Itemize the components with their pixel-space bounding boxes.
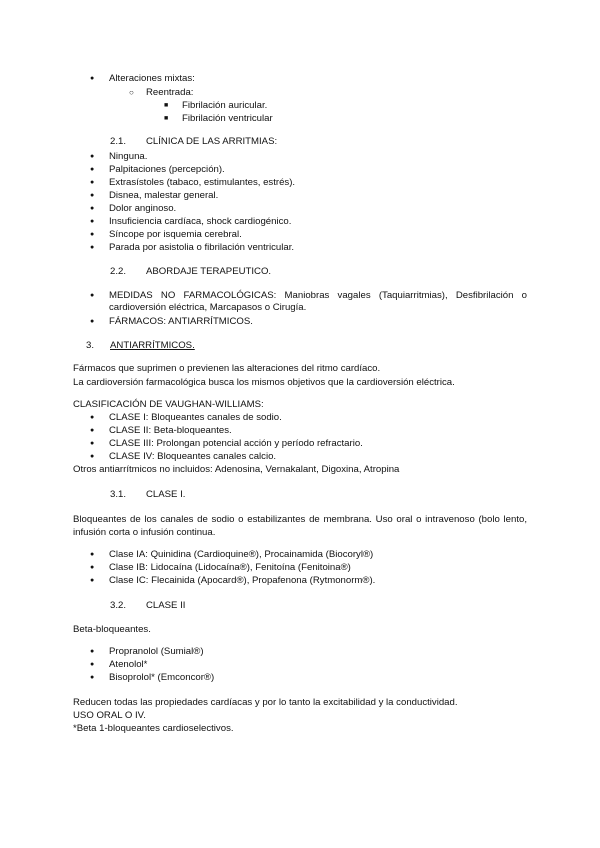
list-item: ○ Reentrada: [146,87,193,99]
footnote: *Beta 1-bloqueantes cardioselectivos. [73,723,234,734]
classification-heading: CLASIFICACIÓN DE VAUGHAN-WILLIAMS: [73,399,264,410]
list-item: ● Alteraciones mixtas: [109,73,195,85]
section-heading: CLASE II [146,600,186,611]
paragraph: Otros antiarrítmicos no incluidos: Adenosina, Vernakalant, Digoxina, Atropina [73,464,400,475]
list-item: ● Propranolol (Sumial®) [109,646,204,658]
paragraph: Reducen todas las propiedades cardíacas y por lo tanto la excitabilidad y la conductividad. [73,697,458,708]
list-item: ● Clase IB: Lidocaína (Lidocaína®), Fenitoína (Fenitoina®) [109,562,351,574]
paragraph: Bloqueantes de los canales de sodio o estabilizantes de membrana. Uso oral o intravenoso (bolo lento, infusión corta o infusión continua. [73,514,527,538]
list-item: ● Palpitaciones (percepción). [109,164,225,176]
list-item: ● Clase IA: Quinidina (Cardioquine®), Procainamida (Biocoryl®) [109,549,373,561]
paragraph: USO ORAL O IV. [73,710,146,721]
section-number: 2.2. [110,266,127,277]
section-number: 3. [86,340,95,351]
list-item: ● Ninguna. [109,151,147,163]
section-number: 3.1. [110,489,127,500]
section-number: 2.1. [110,136,127,147]
list-item: ● Disnea, malestar general. [109,190,218,202]
list-item: ● Extrasístoles (tabaco, estimulantes, estrés). [109,177,295,189]
list-item: ■ Fibrilación ventricular [182,113,273,125]
list-item: ● Insuficiencia cardíaca, shock cardiogénico. [109,216,291,228]
paragraph: Beta-bloqueantes. [73,624,151,635]
section-number: 3.2. [110,600,127,611]
list-item: ● CLASE II: Beta-bloqueantes. [109,425,232,437]
list-item: ● Bisoprolol* (Emconcor®) [109,672,214,684]
list-item: ● CLASE I: Bloqueantes canales de sodio. [109,412,282,424]
list-item: ● Atenolol* [109,659,147,671]
list-item: ■ Fibrilación auricular. [182,100,267,112]
list-item: ● CLASE III: Prolongan potencial acción y período refractario. [109,438,363,450]
paragraph: La cardioversión farmacológica busca los mismos objetivos que la cardioversión eléctrica. [73,377,455,388]
list-item: ● Clase IC: Flecainida (Apocard®), Propafenona (Rytmonorm®). [109,575,375,587]
list-item: ● CLASE IV: Bloqueantes canales calcio. [109,451,276,463]
list-item: ● Parada por asistolia o fibrilación ventricular. [109,242,294,254]
paragraph: Fármacos que suprimen o previenen las alteraciones del ritmo cardíaco. [73,363,381,374]
section-heading: CLÍNICA DE LAS ARRITMIAS: [146,136,278,147]
list-item: ● Síncope por isquemia cerebral. [109,229,242,241]
list-item: ● MEDIDAS NO FARMACOLÓGICAS: Maniobras vagales (Taquiarritmias), Desfibrilación o cardioversión eléctrica, Marcapasos o Cirugía. [109,290,527,314]
section-heading: ANTIARRÍTMICOS. [110,340,195,351]
list-item: ● FÁRMACOS: ANTIARRÍTMICOS. [109,316,253,328]
list-item: ● Dolor anginoso. [109,203,176,215]
section-heading: ABORDAJE TERAPEUTICO. [146,266,272,277]
section-heading: CLASE I. [146,489,186,500]
